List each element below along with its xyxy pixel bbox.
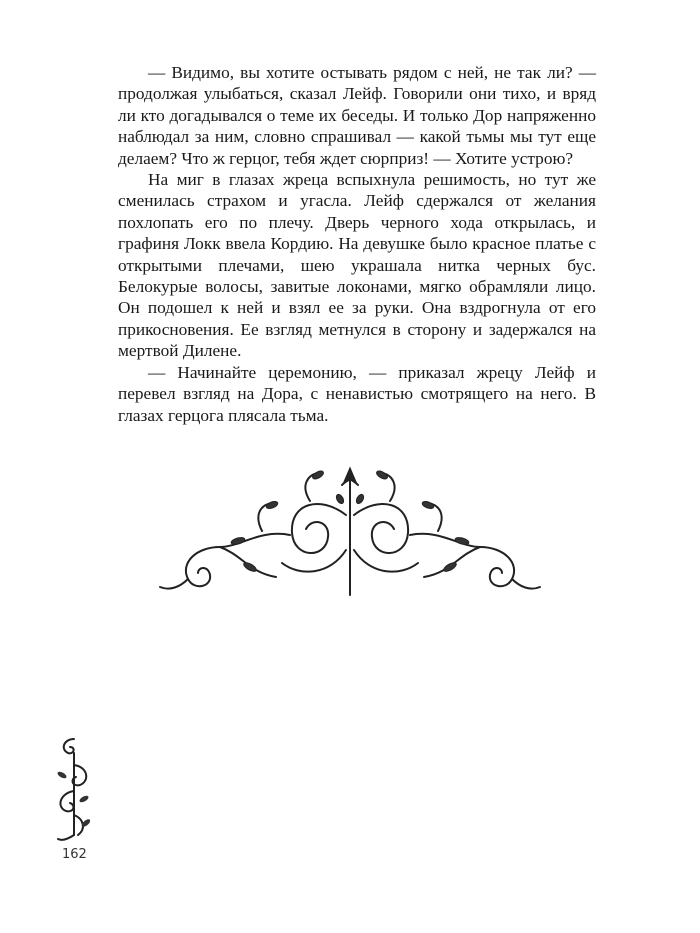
body-text (118, 62, 596, 426)
paragraph-1: — Видимо, вы хотите остывать рядом с ней, не так ли? — продолжая улыбаться, сказал Лейф. Говорили они тихо, и вряд ли кто догадывался о теме их беседы. И только Дор напряженно наблюдал за ним, словно спрашивал — какой тьмы мы тут еще делаем? Что ж герцог, тебя ждет сюрприз! — Хотите устрою? (118, 63, 596, 168)
page-number: 162 (62, 847, 87, 862)
paragraph-3: — Начинайте церемонию, — приказал жрецу Лейф и перевел взгляд на Дора, с ненавистью смотрящего на него. В глазах герцога плясала тьма. (118, 362, 596, 425)
floral-corner-flourish-icon (50, 735, 100, 845)
floral-scroll-ornament-icon (150, 455, 550, 610)
paragraph-2: На миг в глазах жреца вспыхнула решимость, но тут же сменилась страхом и угасла. Лейф сдержался от желания похлопать его по плечу. Дверь черного хода открылась, и графиня Локк ввела Кордию. На девушке было красное платье с открытыми плечами, шею украшала нитка черных бус. Белокурые волосы, завитые локонами, мягко обрамляли лицо. Он подошел к ней и взял ее за руки. Она вздрогнула от его прикосновения. Ее взгляд метнулся в сторону и задержался на мертвой Дилене. (118, 170, 596, 361)
